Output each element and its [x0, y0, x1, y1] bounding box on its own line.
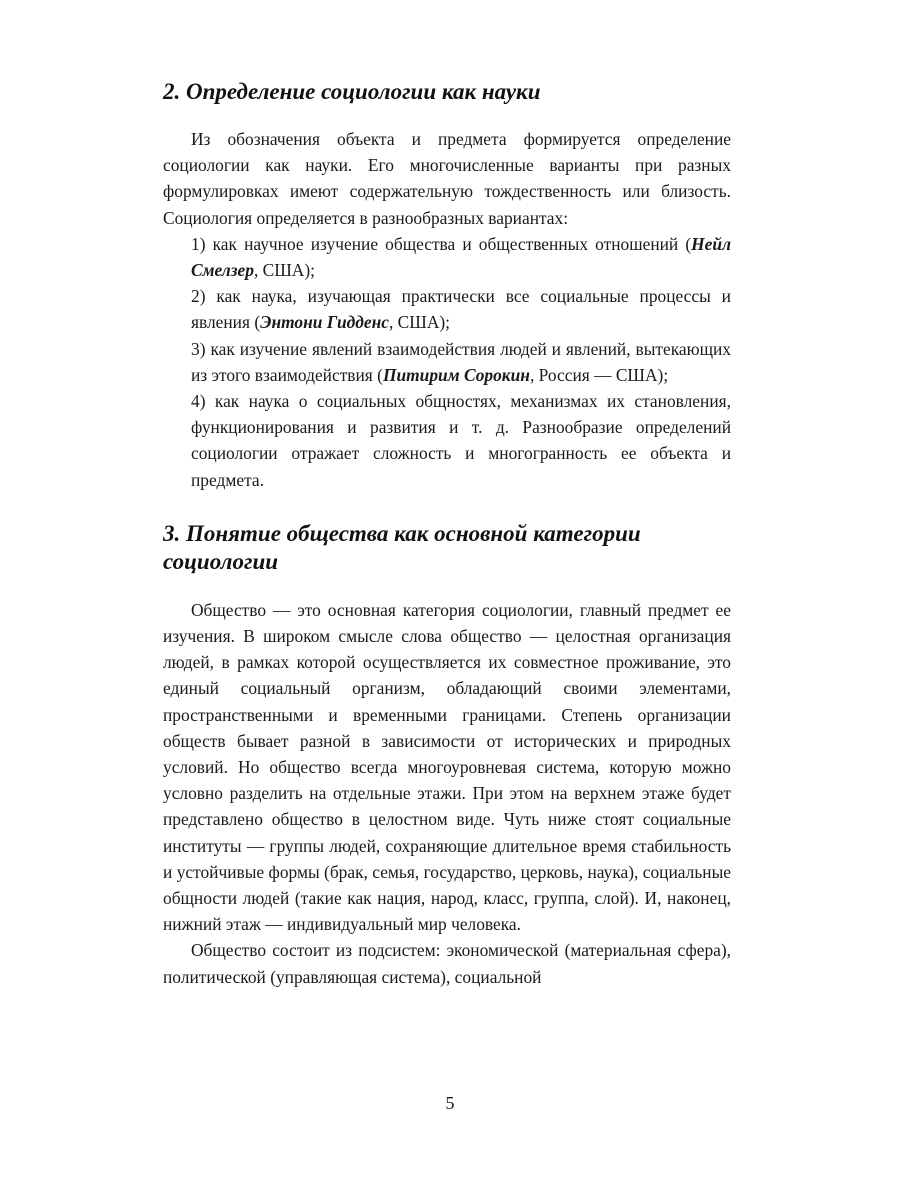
page-body [163, 78, 731, 990]
item-text: как научное изучение общества и общественных отношений ( [212, 233, 692, 254]
definition-item-1 [163, 231, 731, 283]
item-text-end: , США); [388, 312, 451, 333]
definition-item-4 [163, 388, 731, 493]
page-number: 5 [445, 1093, 455, 1113]
item-number: 4) [191, 391, 206, 412]
item-text-end: , Россия — США); [529, 364, 669, 385]
section-2-intro: Из обозначения объекта и предмета формируется определение социологии как науки. Его многочисленные варианты при разных формулировках имеют содержательную тождественность или близость. Социология определяется в разнообразных вариантах: [163, 129, 731, 228]
section-3-paragraph-1: Общество — это основная категория социологии, главный предмет ее изучения. В широком смысле слова общество — целостная организация людей, в рамках которой осуществляется их совместное проживание, это единый социальный организм, обладающий своими элементами, пространственными и временными границами. Степень организации обществ бывает разной в зависимости от исторических и природных условий. Но общество всегда многоуровневая система, которую можно условно разделить на отдельные этажи. При этом на верхнем этаже будет представлено общество в целостном виде. Чуть ниже стоят социальные институты — группы людей, сохраняющие длительное время стабильность и устойчивые формы (брак, семья, государство, церковь, наука), социальные общности людей (такие как нация, народ, класс, группа, слой). И, наконец, нижний этаж — индивидуальный мир человека. [163, 599, 731, 935]
section-2-title: 2. Определение социологии как науки [163, 79, 541, 104]
section-3-title: 3. Понятие общества как основной категории социологии [163, 520, 641, 574]
section-3-paragraph-2: Общество состоит из подсистем: экономической (материальная сфера), политической (управляющая система), социальной [163, 940, 731, 987]
item-text: как наука, изучающая практически все социальные процессы и явления ( [191, 286, 731, 333]
item-number: 3) [191, 338, 206, 359]
definition-item-2 [163, 283, 731, 335]
author-name: Питирим Сорокин [382, 364, 530, 385]
item-number: 1) [191, 233, 206, 254]
item-text-end: , США); [253, 260, 315, 281]
author-name: Энтони Гидденс [260, 312, 389, 333]
item-text: как наука о социальных общностях, механизмах их становления, функционирования и развития и т. д. Разнообразие определений социологии отражает сложность и многогранность ее объекта и предмета. [191, 391, 731, 490]
author-name: Нейл Смелзер [191, 233, 731, 281]
item-number: 2) [191, 286, 206, 307]
definition-item-3 [163, 336, 731, 388]
item-text: как изучение явлений взаимодействия людей и явлений, вытекающих из этого взаимодействия ( [191, 338, 731, 385]
